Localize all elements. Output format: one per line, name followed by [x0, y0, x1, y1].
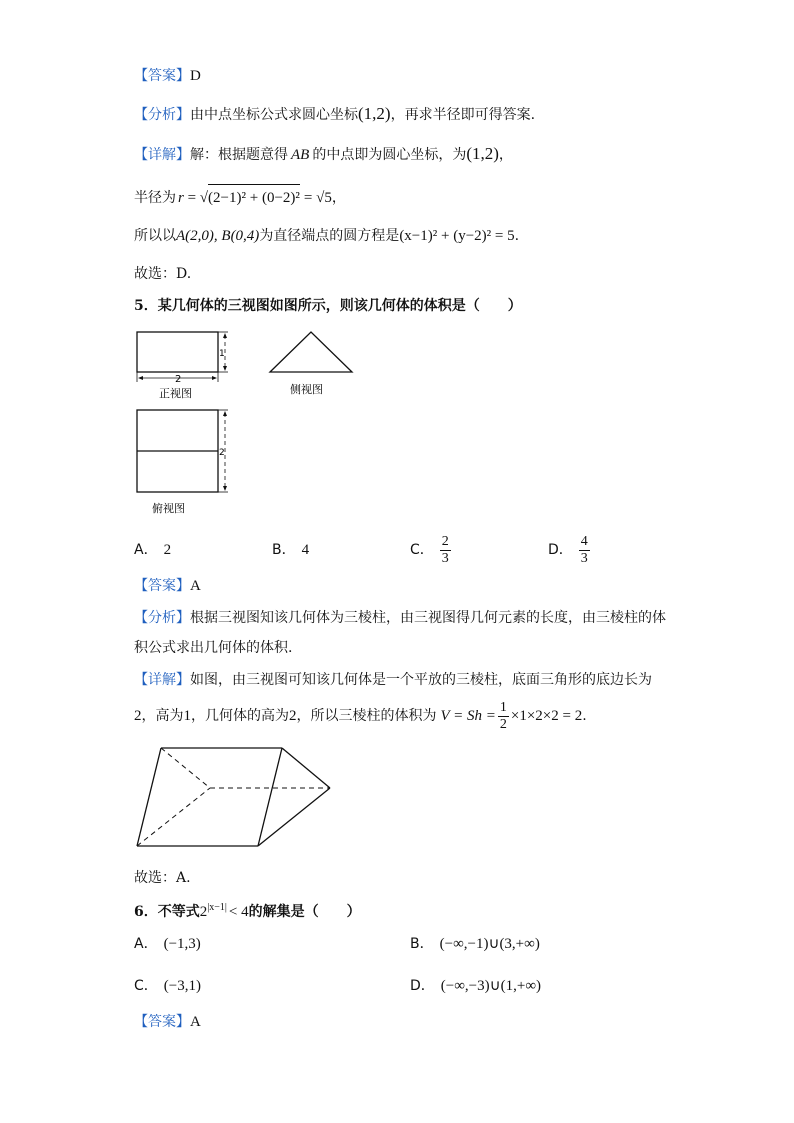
- option-key: A．: [134, 542, 158, 558]
- q5-analysis-line1: [134, 608, 666, 628]
- radius-result: = √5: [303, 190, 332, 206]
- detail-text: ，高为: [141, 708, 184, 724]
- detail-text: ，: [498, 147, 513, 163]
- detail-text: 的中点即为圆心坐标，为: [312, 147, 467, 163]
- q4-choose-line: 故选：D.: [134, 266, 192, 282]
- analysis-text: 根据三视图知该几何体为三棱柱，由三视图得几何元素的长度，由三棱柱的体: [190, 610, 666, 626]
- option-value: (−∞,−1)∪(3,+∞): [439, 936, 540, 952]
- detail-number: 2: [134, 708, 142, 724]
- q5-stem: 5．某几何体的三视图如图所示，则该几何体的体积是（ ）: [134, 298, 522, 314]
- detail-end: .: [582, 708, 587, 724]
- front-view-rect: [137, 332, 218, 372]
- q5-detail-line2: [134, 696, 587, 736]
- three-view-figure: [128, 326, 368, 520]
- detail-tag: 【详解】: [134, 672, 190, 688]
- option-value: (−1,3): [163, 936, 201, 952]
- q4-radius-line: 半径为 r = √(2−1)² + (0−2)² = √5，: [134, 184, 346, 210]
- q5-option-d[interactable]: [548, 530, 592, 570]
- top-view-caption: 俯视图: [152, 502, 185, 515]
- stem-exponent: |x−1|: [207, 902, 227, 913]
- side-view-triangle: [270, 332, 352, 372]
- detail-number: 1: [183, 708, 191, 724]
- stem-text: 6．不等式: [134, 904, 200, 920]
- option-key: B．: [410, 936, 434, 952]
- radius-radicand: (2−1)² + (0−2)²: [208, 184, 300, 210]
- analysis-tag: 【分析】: [134, 610, 190, 626]
- detail-text: ，所以三棱柱的体积为: [296, 708, 437, 724]
- option-key: C．: [410, 542, 434, 558]
- stem-relation: < 4: [228, 904, 249, 920]
- option-key: D．: [548, 542, 573, 558]
- circle-text: 为直径端点的圆方程是: [259, 228, 400, 244]
- prism-figure: [130, 742, 340, 854]
- q6-option-a[interactable]: [134, 934, 201, 954]
- prism-edge: [258, 748, 282, 846]
- circle-end: .: [514, 228, 520, 244]
- q4-detail-line: [134, 144, 513, 165]
- option-key: A．: [134, 936, 158, 952]
- front-view-caption: 正视图: [159, 387, 192, 400]
- q5-analysis-line2: 积公式求出几何体的体积.: [134, 640, 293, 656]
- answer-tag: 【答案】: [134, 1014, 190, 1030]
- option-value: (−∞,−3)∪(1,+∞): [440, 978, 542, 994]
- answer-tag: 【答案】: [134, 578, 190, 594]
- detail-text: ，几何体的高为: [191, 708, 289, 724]
- prism-edge: [282, 748, 330, 788]
- q5-choose-line: 故选：A.: [134, 870, 191, 886]
- circle-text: 所以以: [134, 228, 176, 244]
- q6-option-c[interactable]: [134, 976, 201, 996]
- radius-end: ，: [331, 190, 346, 206]
- radius-label: 半径为: [134, 190, 176, 206]
- q5-answer-line: [134, 576, 201, 596]
- q5-option-b[interactable]: [272, 540, 309, 560]
- stem-text: 的解集是（ ）: [248, 904, 361, 920]
- q4-answer-line: [134, 66, 201, 86]
- analysis-text: 由中点坐标公式求圆心坐标: [190, 107, 358, 123]
- answer-tag: 【答案】: [134, 68, 190, 84]
- option-key: B．: [272, 542, 296, 558]
- answer-value: A: [190, 1014, 201, 1030]
- option-key: D．: [410, 978, 435, 994]
- analysis-text: ，再求半径即可得答案.: [390, 107, 536, 123]
- q5-option-a[interactable]: [134, 540, 171, 560]
- prism-edge: [258, 788, 330, 846]
- prism-edge: [137, 748, 161, 846]
- fraction-denominator: 3: [441, 550, 449, 566]
- q5-detail-line1: [134, 670, 652, 690]
- detail-tag: 【详解】: [134, 147, 190, 163]
- top-height-label: 2: [219, 448, 225, 458]
- fraction-denominator: 2: [499, 716, 507, 732]
- detail-text: 解：根据题意得: [190, 147, 288, 163]
- detail-number: 2: [289, 708, 297, 724]
- center-coord: (1,2): [466, 144, 499, 163]
- prism-hidden-edge: [161, 748, 210, 788]
- q6-stem: [134, 898, 361, 922]
- center-coord: (1,2): [358, 104, 391, 123]
- analysis-tag: 【分析】: [134, 107, 190, 123]
- option-value: 4: [301, 542, 310, 558]
- front-width-label: 2: [175, 374, 182, 385]
- fraction-numerator: 4: [580, 533, 588, 549]
- volume-rhs: ×1×2×2 = 2: [510, 708, 583, 724]
- answer-value: D: [190, 68, 201, 84]
- q6-option-d[interactable]: [410, 976, 541, 996]
- q5-option-c[interactable]: [410, 530, 453, 570]
- option-value: 2: [163, 542, 172, 558]
- option-value: (−3,1): [163, 978, 201, 994]
- volume-lhs: V = Sh =: [440, 708, 496, 724]
- radius-var: r: [178, 190, 184, 206]
- q4-analysis-line: [134, 104, 535, 125]
- q6-option-b[interactable]: [410, 934, 540, 954]
- q6-answer-line: [134, 1012, 201, 1032]
- circle-equation: (x−1)² + (y−2)² = 5: [399, 228, 515, 244]
- fraction-numerator: 2: [441, 533, 449, 549]
- segment-ab: AB: [291, 147, 310, 163]
- fraction-denominator: 3: [580, 550, 588, 566]
- prism-hidden-edge: [137, 788, 210, 846]
- side-view-caption: 侧视图: [290, 383, 323, 396]
- detail-text: 如图，由三视图可知该几何体是一个平放的三棱柱，底面三角形的底边长为: [190, 672, 652, 688]
- stem-base: 2: [199, 904, 208, 920]
- fraction-numerator: 1: [499, 699, 507, 715]
- circle-points: A(2,0), B(0,4): [176, 228, 260, 244]
- answer-value: A: [190, 578, 201, 594]
- option-key: C．: [134, 978, 158, 994]
- q4-circle-line: [134, 226, 519, 246]
- front-height-label: 1: [219, 349, 225, 359]
